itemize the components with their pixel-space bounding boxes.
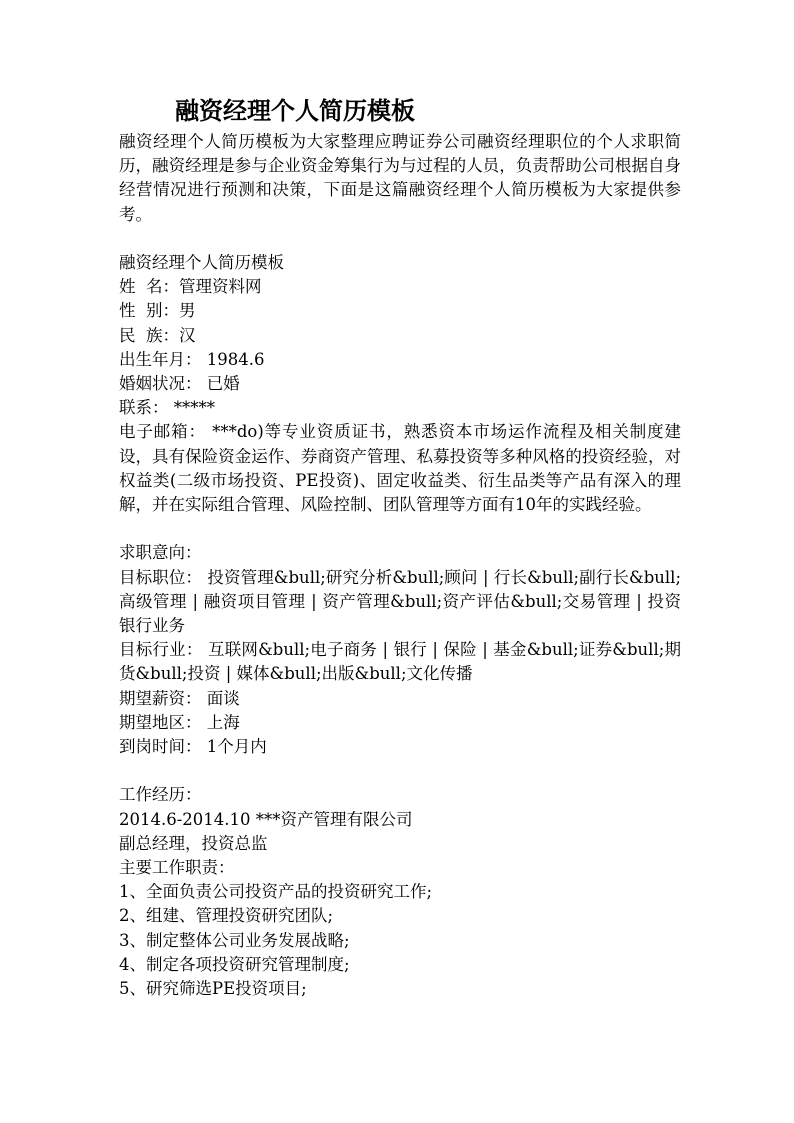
marital-value: 已婚 (206, 374, 240, 394)
birth-value: 1984.6 (206, 349, 265, 369)
duty-item: 5、研究筛选PE投资项目; (119, 979, 307, 999)
salary-row (119, 687, 681, 711)
start-value: 1个月内 (206, 737, 267, 757)
marital-label: 婚姻状况： (119, 374, 202, 394)
email-label: 电子邮箱： (119, 422, 206, 442)
contact-label: 联系： (119, 398, 169, 418)
region-value: 上海 (206, 712, 240, 732)
start-row (119, 735, 681, 759)
gender-value: 男 (179, 301, 196, 321)
work-period: 2014.6-2014.10 (119, 809, 251, 829)
document-title: 融资经理个人简历模板 (175, 96, 415, 125)
marital-row (119, 372, 681, 396)
ethnic-row (119, 324, 681, 348)
duty-item: 1、全面负责公司投资产品的投资研究工作; (119, 882, 433, 902)
ethnic-value: 汉 (179, 325, 196, 345)
duty-item: 3、制定整体公司业务发展战略; (119, 930, 350, 950)
birth-row (119, 348, 681, 372)
duty-item: 2、组建、管理投资研究团队; (119, 906, 334, 926)
spacer (119, 759, 681, 783)
name-label: 姓 名： (119, 277, 179, 297)
name-value: 管理资料网 (179, 277, 262, 297)
industry-value: 互联网&bull;电子商务 | 银行 | 保险 | 基金&bull;证券&bull;期货&bull;投资 | 媒体&bull;出版&bull;文化传播 (119, 640, 681, 684)
contact-value: ***** (173, 398, 215, 418)
position-label: 目标职位： (119, 567, 203, 587)
start-label: 到岗时间： (119, 737, 202, 757)
section-title: 融资经理个人简历模板 (119, 253, 284, 272)
industry-paragraph (119, 638, 681, 686)
duty-item: 4、制定各项投资研究管理制度; (119, 954, 350, 974)
name-row (119, 275, 681, 299)
spacer (119, 517, 681, 541)
gender-row (119, 299, 681, 323)
region-row (119, 711, 681, 735)
position-value: 投资管理&bull;研究分析&bull;顾问 | 行长&bull;副行长&bull;高级管理 | 融资项目管理 | 资产管理&bull;资产评估&bull;交易管理 | 投资银行业务 (119, 567, 682, 636)
work-heading: 工作经历： (119, 785, 202, 805)
industry-label: 目标行业： (119, 640, 203, 660)
salary-label: 期望薪资： (119, 688, 202, 708)
intro-paragraph: 融资经理个人简历模板为大家整理应聘证券公司融资经理职位的个人求职简历，融资经理是参与企业资金筹集行为与过程的人员，负责帮助公司根据自身经营情况进行预测和决策，下面是这篇融资经理个人简历模板为大家提供参考。 (119, 132, 681, 224)
salary-value: 面谈 (206, 688, 240, 708)
document-body (119, 130, 681, 1001)
birth-label: 出生年月： (119, 349, 202, 369)
region-label: 期望地区： (119, 712, 202, 732)
spacer (119, 227, 681, 251)
intent-heading: 求职意向： (119, 543, 202, 563)
email-text: ***do)等专业资质证书，熟悉资本市场运作流程及相关制度建设，具有保险资金运作、券商资产管理、私募投资等多种风格的投资经验，对权益类(二级市场投资、PE投资)、固定收益类、衍生品类等产品有深入的理解，并在实际组合管理、风险控制、团队管理等方面有10年的实践经验。 (119, 422, 682, 515)
duties-heading: 主要工作职责： (119, 858, 235, 878)
work-entry-header (119, 808, 681, 832)
position-paragraph (119, 566, 681, 639)
work-role: 副总经理，投资总监 (119, 833, 268, 853)
work-company: ***资产管理有限公司 (255, 809, 413, 829)
contact-row (119, 396, 681, 420)
gender-label: 性 别： (119, 301, 179, 321)
email-paragraph (119, 420, 681, 517)
ethnic-label: 民 族： (119, 325, 179, 345)
